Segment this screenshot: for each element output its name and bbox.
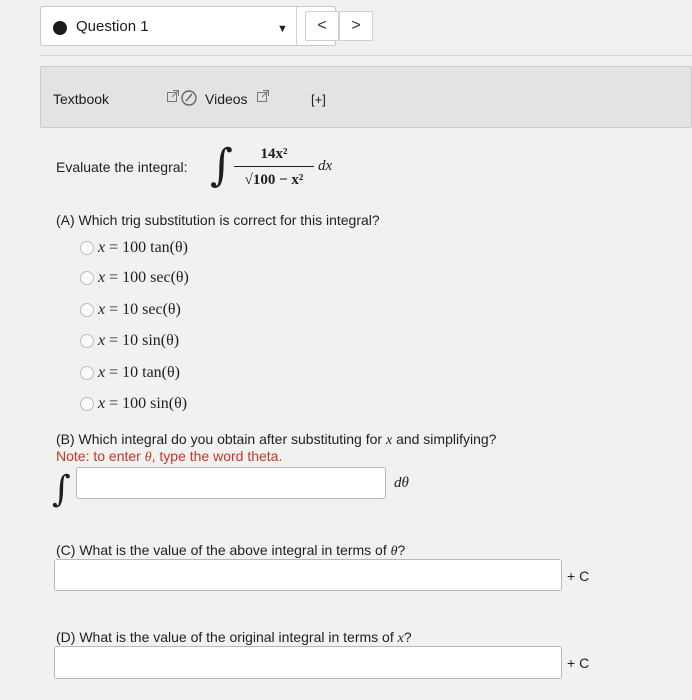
question-status-dot [53, 21, 67, 35]
integral-sign-icon: ∫ [52, 469, 71, 510]
part-b-differential: dθ [394, 475, 409, 491]
external-link-icon [167, 90, 179, 105]
option-label: = 10 tan(θ) [109, 364, 180, 381]
option-variable: x [98, 269, 106, 286]
note-prefix: Note: to enter [56, 448, 141, 464]
part-b-question-suffix: and simplifying? [396, 431, 497, 447]
option-variable: x [98, 332, 106, 349]
part-d-question-prefix: (D) What is the value of the original integral in terms of [56, 629, 394, 645]
part-b-note [56, 448, 282, 466]
resources-panel [40, 66, 692, 128]
integrand-denominator: √100 − x² [244, 172, 304, 188]
option-label: = 100 sin(θ) [109, 395, 188, 412]
part-d-answer-input[interactable] [54, 646, 562, 679]
integral-expression [200, 140, 360, 200]
part-b-question-variable: x [385, 433, 393, 448]
part-d-question [56, 629, 412, 647]
option-100-tan[interactable] [80, 236, 188, 260]
option-100-sec[interactable] [80, 266, 189, 290]
radio-button[interactable] [80, 241, 94, 255]
part-b-question-prefix: (B) Which integral do you obtain after substituting for [56, 431, 383, 447]
radio-button[interactable] [80, 303, 94, 317]
option-label: = 10 sec(θ) [109, 301, 181, 318]
previous-question-button[interactable]: < [305, 11, 339, 41]
part-c-constant: + C [567, 568, 590, 584]
option-10-sec[interactable] [80, 298, 181, 322]
part-c-question [56, 542, 405, 560]
option-variable: x [98, 239, 106, 256]
video-icon[interactable] [181, 90, 199, 109]
fraction-bar [234, 166, 314, 167]
option-variable: x [98, 395, 106, 412]
option-variable: x [98, 364, 106, 381]
integral-differential: dx [318, 158, 333, 174]
note-suffix: , type the word theta. [151, 448, 283, 464]
part-d-constant: + C [567, 655, 590, 671]
option-100-sin[interactable] [80, 392, 187, 416]
question-nav-bar [40, 6, 361, 46]
part-c-question-suffix: ? [397, 542, 406, 558]
part-d-question-suffix: ? [403, 629, 412, 645]
integrand-numerator: 14x² [260, 146, 288, 162]
option-label: = 10 sin(θ) [109, 332, 180, 349]
problem-prompt: Evaluate the integral: [56, 159, 188, 175]
integral-sign-icon: ∫ [210, 140, 233, 191]
part-c-answer-input[interactable] [54, 559, 562, 591]
note-variable: θ [144, 450, 152, 465]
part-d-question-variable: x [397, 631, 404, 646]
next-question-button[interactable]: > [339, 11, 373, 41]
option-label: = 100 sec(θ) [109, 269, 189, 286]
part-b-question [56, 431, 496, 449]
header-divider [40, 55, 692, 56]
option-10-tan[interactable] [80, 361, 180, 385]
question-selector-label[interactable]: Question 1 [76, 18, 149, 35]
radio-button[interactable] [80, 271, 94, 285]
textbook-link[interactable]: Textbook [53, 91, 110, 107]
part-b-answer-input[interactable] [76, 467, 386, 499]
expand-resources-button[interactable]: [+] [311, 92, 326, 107]
nav-divider [296, 7, 297, 45]
radio-button[interactable] [80, 334, 94, 348]
integrand-fraction [234, 144, 314, 191]
part-c-question-prefix: (C) What is the value of the above integral in terms of [56, 542, 387, 558]
chevron-down-icon[interactable]: ▼ [277, 23, 288, 35]
option-10-sin[interactable] [80, 329, 179, 353]
external-link-icon [257, 90, 269, 105]
option-label: = 100 tan(θ) [109, 239, 188, 256]
part-c-question-variable: θ [390, 544, 398, 559]
option-variable: x [98, 301, 106, 318]
videos-link[interactable]: Videos [205, 91, 248, 107]
part-a-question: (A) Which trig substitution is correct for this integral? [56, 212, 380, 228]
radio-button[interactable] [80, 397, 94, 411]
radio-button[interactable] [80, 366, 94, 380]
